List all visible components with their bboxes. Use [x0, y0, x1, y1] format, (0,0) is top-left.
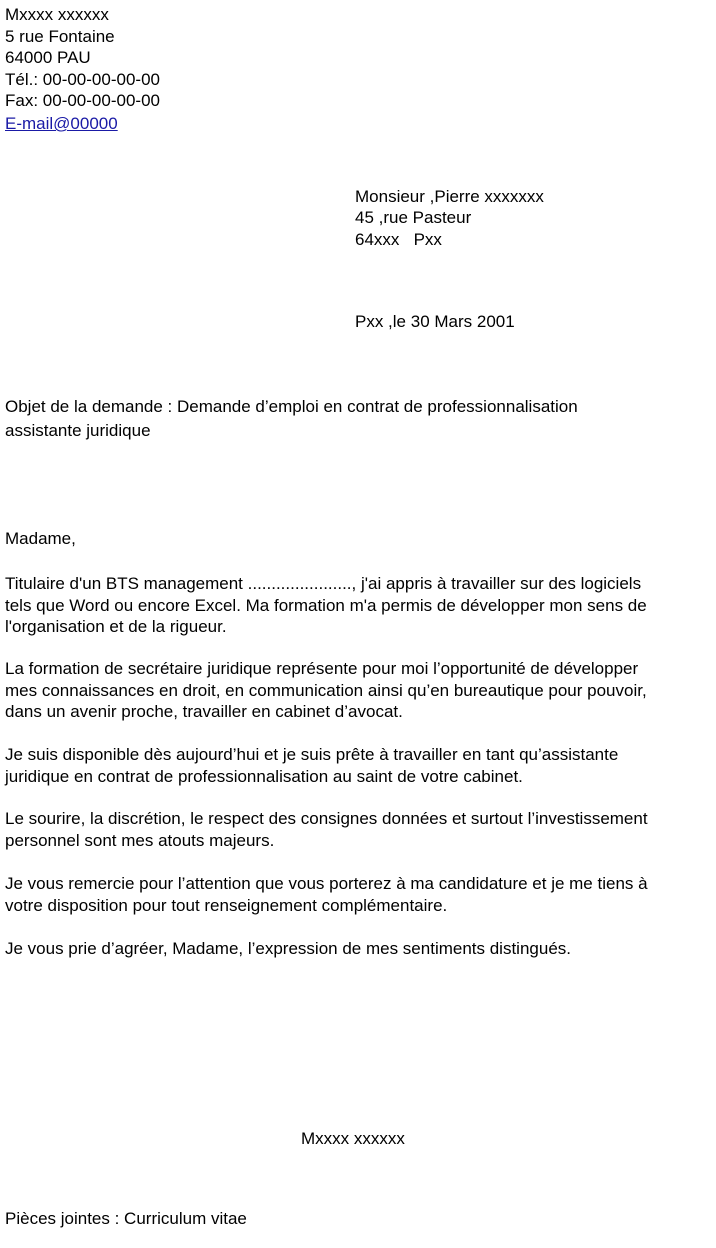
body-paragraph-4 — [5, 808, 716, 851]
paragraph-line: Le sourire, la discrétion, le respect des consignes données et surtout l’investissement — [5, 809, 648, 828]
subject-line-2: assistante juridique — [5, 421, 151, 440]
sender-phone: Tél.: 00-00-00-00-00 — [5, 70, 160, 89]
paragraph-line: personnel sont mes atouts majeurs. — [5, 830, 275, 850]
sender-email-link[interactable]: E-mail@00000 — [5, 114, 118, 133]
letter-date: Pxx ,le 30 Mars 2001 — [355, 312, 515, 331]
sender-name: Mxxxx xxxxxx — [5, 5, 109, 24]
paragraph-line: mes connaissances en droit, en communication ainsi qu’en bureautique pour pouvoir, — [5, 680, 647, 700]
body-paragraph-2 — [5, 658, 716, 723]
paragraph-line: Titulaire d'un BTS management ......................, j'ai appris à travailler sur des logiciels — [5, 574, 642, 593]
recipient-street: 45 ,rue Pasteur — [355, 208, 472, 227]
paragraph-line: Je vous remercie pour l’attention que vous porterez à ma candidature et je me tiens à — [5, 874, 648, 893]
paragraph-line: tels que Word ou encore Excel. Ma formation m'a permis de développer mon sens de — [5, 595, 647, 615]
paragraph-line: juridique en contrat de professionnalisation au saint de votre cabinet. — [5, 766, 523, 786]
sender-city: 64000 PAU — [5, 48, 91, 67]
body-paragraph-5 — [5, 873, 716, 916]
paragraph-line: Je suis disponible dès aujourd’hui et je suis prête à travailler en tant qu’assistante — [5, 745, 619, 764]
paragraph-line: La formation de secrétaire juridique représente pour moi l’opportunité de développer — [5, 659, 639, 678]
paragraph-line: dans un avenir proche, travailler en cabinet d’avocat. — [5, 702, 403, 721]
sender-street: 5 rue Fontaine — [5, 27, 115, 46]
paragraph-line: Je vous prie d’agréer, Madame, l’expression de mes sentiments distingués. — [5, 939, 572, 958]
body-paragraph-1 — [5, 573, 716, 638]
signature: Mxxxx xxxxxx — [301, 1129, 405, 1148]
attachments-note: Pièces jointes : Curriculum vitae — [5, 1209, 247, 1228]
paragraph-line: l'organisation et de la rigueur. — [5, 617, 227, 636]
recipient-name: Monsieur ,Pierre xxxxxxx — [355, 187, 544, 206]
paragraph-line: votre disposition pour tout renseignement complémentaire. — [5, 895, 448, 915]
subject-line-1: Objet de la demande : Demande d’emploi en contrat de professionnalisation — [5, 397, 578, 416]
sender-fax: Fax: 00-00-00-00-00 — [5, 91, 160, 110]
body-paragraph-3 — [5, 744, 716, 787]
salutation: Madame, — [5, 529, 76, 548]
body-paragraph-6 — [5, 938, 716, 960]
recipient-city: 64xxx Pxx — [355, 230, 442, 249]
